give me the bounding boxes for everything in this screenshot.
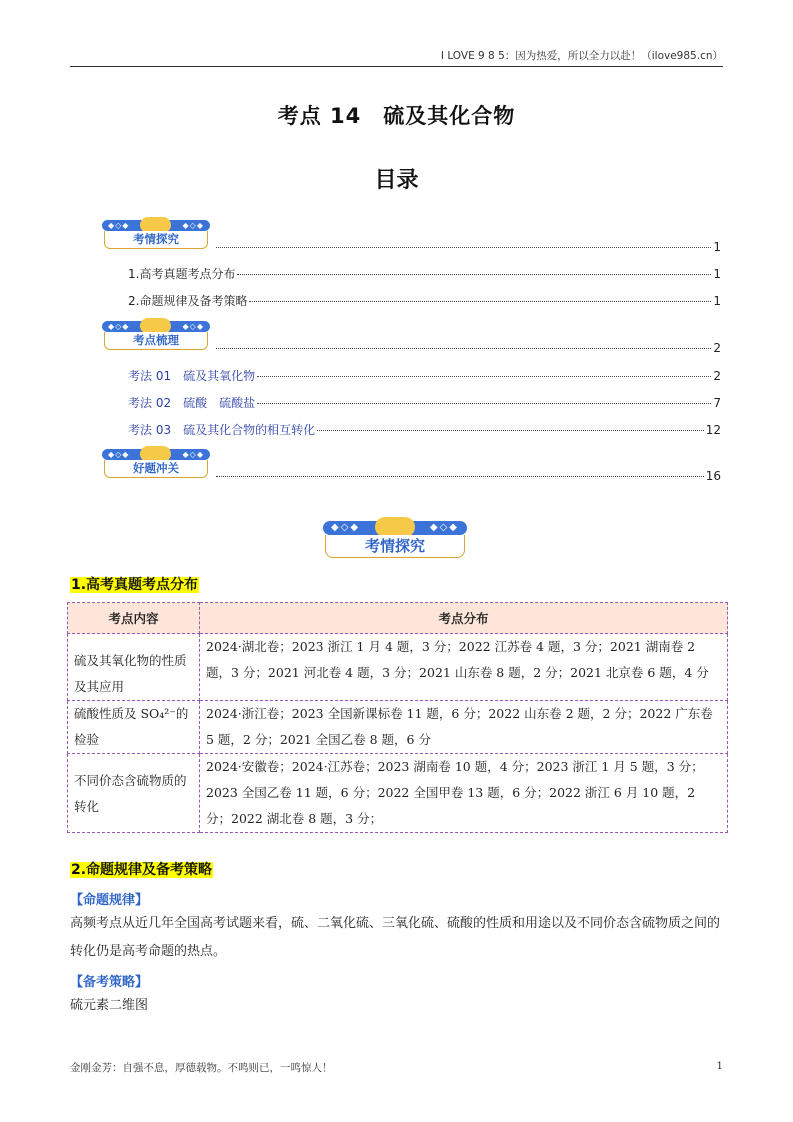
toc-leader xyxy=(216,476,704,477)
distribution-cell: 2024·安徽卷；2024·江苏卷；2023 湖南卷 10 题，4 分；2023 浙江 1 月 5 题，3 分；2023 全国乙卷 11 题，6 分；2022 全国甲卷 13 题，6 分；2022 浙江 6 月 10 题，2 分；2022 湖北卷 8 题，3 分； xyxy=(200,754,728,833)
toc-leader xyxy=(317,430,704,431)
table-row xyxy=(68,634,728,701)
badge-label: 考点梳理 xyxy=(104,332,208,350)
toc-badge-kaoqing xyxy=(102,220,210,252)
toc-entry-badge2[interactable] xyxy=(214,341,721,355)
toc-entry-2[interactable] xyxy=(128,292,721,309)
toc-badge-haoti xyxy=(102,449,210,481)
toc-page: 1 xyxy=(713,267,721,281)
page-title: 考点 14 硫及其化合物 xyxy=(277,104,516,128)
ornament-icon: ◆◇◆ xyxy=(108,221,130,230)
toc-label: 考法 01 硫及其氧化物 xyxy=(128,369,256,383)
ornament-icon: ◆◇◆ xyxy=(182,221,204,230)
strategy-paragraph: 硫元素二维图 xyxy=(70,998,149,1013)
distribution-cell: 2024·湖北卷；2023 浙江 1 月 4 题，3 分；2022 江苏卷 4 题，3 分；2021 湖南卷 2 题，3 分；2021 河北卷 4 题，3 分；2021 山东卷 8 题，2 分；2021 北京卷 6 题，4 分 xyxy=(200,634,728,701)
toc-entry-badge1[interactable] xyxy=(214,240,721,254)
toc-page: 1 xyxy=(713,240,721,254)
ornament-icon: ◆◇◆ xyxy=(108,450,130,459)
topic-cell: 硫及其氧化物的性质及其应用 xyxy=(68,634,200,701)
topic-cell: 不同价态含硫物质的转化 xyxy=(68,754,200,833)
toc-entry-badge3[interactable] xyxy=(214,469,721,483)
footer-motto: 金刚金芳：自强不息，厚德载物。不鸣则已，一鸣惊人！ xyxy=(70,1062,333,1074)
toc-page: 16 xyxy=(705,469,721,483)
strategy-heading: 【备考策略】 xyxy=(70,975,149,990)
exam-distribution-table xyxy=(67,602,728,833)
ornament-icon: ◆◇◆ xyxy=(182,450,204,459)
table-row xyxy=(68,754,728,833)
badge-knob xyxy=(375,517,415,537)
header-divider xyxy=(70,66,723,67)
rule-paragraph: 高频考点从近几年全国高考试题来看，硫、二氧化硫、三氧化硫、硫酸的性质和用途以及不同价态含硫物质之间的转化仍是高考命题的热点。 xyxy=(70,916,721,959)
column-header: 考点内容 xyxy=(68,603,200,634)
section-heading-1: 1.高考真题考点分布 xyxy=(71,577,199,593)
toc-leader xyxy=(237,274,711,275)
toc-leader xyxy=(249,301,711,302)
toc-badge-shuli xyxy=(102,321,210,353)
section-badge-kaoqing xyxy=(323,521,467,559)
badge-label: 考情探究 xyxy=(325,535,465,558)
page-footer xyxy=(70,1060,723,1075)
ornament-icon: ◆◇◆ xyxy=(182,322,204,331)
toc-page: 2 xyxy=(713,369,721,383)
page-header: I LOVE 9 8 5：因为热爱，所以全力以赴！（ilove985.cn） xyxy=(440,50,723,62)
toc-label: 考法 03 硫及其化合物的相互转化 xyxy=(128,423,316,437)
topic-cell xyxy=(68,701,200,754)
distribution-cell: 2024·浙江卷；2023 全国新课标卷 11 题，6 分；2022 山东卷 2 题，2 分；2022 广东卷 5 题，2 分；2021 全国乙卷 8 题，6 分 xyxy=(200,701,728,754)
rule-heading: 【命题规律】 xyxy=(70,893,149,908)
topic-text: 硫酸性质及 SO₄²⁻的检验 xyxy=(74,706,189,747)
ornament-icon: ◆◇◆ xyxy=(331,522,361,533)
badge-label: 考情探究 xyxy=(104,231,208,249)
toc-label: 考法 02 硫酸 硫酸盐 xyxy=(128,396,256,410)
table-row xyxy=(68,701,728,754)
toc-label: 2.命题规律及备考策略 xyxy=(128,294,248,308)
toc-page: 1 xyxy=(713,294,721,308)
badge-label: 好题冲关 xyxy=(104,460,208,478)
toc-label: 1.高考真题考点分布 xyxy=(128,267,236,281)
page-number: 1 xyxy=(716,1060,723,1072)
toc-page: 2 xyxy=(713,341,721,355)
toc-title: 目录 xyxy=(374,168,419,193)
toc-page: 7 xyxy=(713,396,721,410)
toc-leader xyxy=(257,376,711,377)
toc-entry-4[interactable] xyxy=(128,394,721,411)
ornament-icon: ◆◇◆ xyxy=(108,322,130,331)
toc-page: 12 xyxy=(705,423,721,437)
toc-entry-1[interactable] xyxy=(128,265,721,282)
toc-leader xyxy=(257,403,711,404)
toc-entry-5[interactable] xyxy=(128,421,721,438)
ornament-icon: ◆◇◆ xyxy=(429,522,459,533)
section-heading-2: 2.命题规律及备考策略 xyxy=(71,862,213,878)
table-header-row xyxy=(68,603,728,634)
column-header: 考点分布 xyxy=(200,603,728,634)
toc-leader xyxy=(216,247,711,248)
toc-entry-3[interactable] xyxy=(128,367,721,384)
toc-leader xyxy=(216,348,711,349)
